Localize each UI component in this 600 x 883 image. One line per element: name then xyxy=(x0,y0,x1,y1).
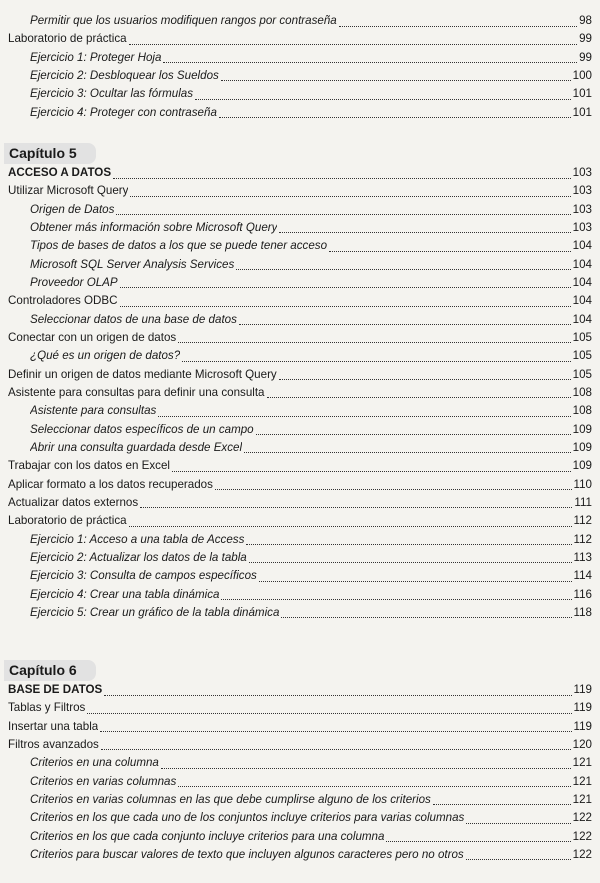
toc-entry-title: Seleccionar datos específicos de un campo xyxy=(30,422,254,436)
toc-entry xyxy=(0,237,600,255)
toc-entry-page-number: 122 xyxy=(572,847,592,861)
toc-entry xyxy=(0,809,600,827)
dot-leader xyxy=(87,713,571,714)
toc-entry-title: Proveedor OLAP xyxy=(30,275,118,289)
toc-entry-title: Obtener más información sobre Microsoft Query xyxy=(30,220,278,234)
toc-entry-title: Definir un origen de datos mediante Microsoft Query xyxy=(8,367,277,381)
dot-leader xyxy=(100,731,571,732)
toc-entry-title: Criterios en una columna xyxy=(30,756,159,770)
toc-entry xyxy=(0,421,600,439)
toc-entry-page-number: 103 xyxy=(572,220,592,234)
toc-entry-title: BASE DE DATOS xyxy=(8,683,103,696)
toc-entry-title: Aplicar formato a los datos recuperados xyxy=(8,477,213,491)
toc-entry-title: Criterios para buscar valores de texto que incluyen algunos caracteres pero no otros xyxy=(30,847,464,861)
toc-entry xyxy=(0,67,600,85)
toc-entry-title: ¿Qué es un origen de datos? xyxy=(30,349,181,363)
dot-leader xyxy=(195,99,571,100)
toc-entry-page-number: 109 xyxy=(572,422,592,436)
toc-entry-title: Ejercicio 3: Ocultar las fórmulas xyxy=(30,87,194,101)
toc-entry-page-number: 119 xyxy=(573,701,592,715)
toc-entry-title: Ejercicio 1: Acceso a una tabla de Access xyxy=(30,532,245,546)
dot-leader xyxy=(215,489,572,490)
toc-entry-page-number: 105 xyxy=(572,349,592,363)
dot-leader xyxy=(116,214,570,215)
toc-entry-page-number: 121 xyxy=(572,756,592,770)
toc-entry xyxy=(0,256,600,274)
toc-entry-page-number: 100 xyxy=(572,68,592,82)
dot-leader xyxy=(246,544,571,545)
toc-entry xyxy=(0,457,600,475)
toc-entry-page-number: 103 xyxy=(572,166,592,179)
toc-entry-page-number: 119 xyxy=(573,683,592,696)
dot-leader xyxy=(158,416,570,417)
toc-entry-title: Ejercicio 4: Proteger con contraseña xyxy=(30,105,217,119)
dot-leader xyxy=(130,196,570,197)
toc-entry xyxy=(0,182,600,200)
toc-entry xyxy=(0,12,600,30)
toc-entry-title: Laboratorio de práctica xyxy=(8,32,127,46)
toc-entry xyxy=(0,586,600,604)
toc-entry-title: Filtros avanzados xyxy=(8,737,99,751)
toc-entry xyxy=(0,494,600,512)
toc-entry-title: Permitir que los usuarios modifiquen rangos por contraseña xyxy=(30,14,337,27)
toc-entry-page-number: 121 xyxy=(572,774,592,788)
dot-leader xyxy=(129,44,578,45)
toc-entry xyxy=(0,329,600,347)
dot-leader xyxy=(259,581,572,582)
dot-leader xyxy=(433,804,571,805)
toc-entry-page-number: 104 xyxy=(572,294,592,308)
toc-entry-title: Insertar una tabla xyxy=(8,719,99,733)
toc-entry xyxy=(0,402,600,420)
toc-entry-page-number: 104 xyxy=(572,257,592,271)
toc-entry-page-number: 108 xyxy=(572,404,592,418)
toc-entry-page-number: 122 xyxy=(572,811,592,825)
toc-entry xyxy=(0,366,600,384)
toc-entry xyxy=(0,30,600,48)
toc-entry-title: Trabajar con los datos en Excel xyxy=(8,459,170,473)
toc-entry xyxy=(0,736,600,754)
toc-entry-title: Microsoft SQL Server Analysis Services xyxy=(30,257,235,271)
toc-entry-title: Ejercicio 4: Crear una tabla dinámica xyxy=(30,587,220,601)
dot-leader xyxy=(120,306,571,307)
dot-leader xyxy=(178,342,570,343)
toc-entry-title: Tablas y Filtros xyxy=(8,701,86,715)
toc-entry-title: Laboratorio de práctica xyxy=(8,514,127,528)
toc-entry-title: Ejercicio 2: Desbloquear los Sueldos xyxy=(30,68,219,82)
toc-entry-page-number: 104 xyxy=(572,275,592,289)
toc-entry xyxy=(0,773,600,791)
toc-entry-title: Criterios en los que cada conjunto incluye criterios para una columna xyxy=(30,829,385,843)
dot-leader xyxy=(101,749,571,750)
toc-entry xyxy=(0,439,600,457)
dot-leader xyxy=(140,507,572,508)
chapter-6-heading: Capítulo 6 xyxy=(4,660,96,681)
toc-entry-page-number: 109 xyxy=(572,459,592,473)
toc-entry xyxy=(0,384,600,402)
toc-entry xyxy=(0,681,600,699)
toc-entry xyxy=(0,828,600,846)
toc-entry-page-number: 104 xyxy=(572,312,592,326)
toc-entry xyxy=(0,791,600,809)
toc-entry-page-number: 103 xyxy=(572,184,592,198)
toc-entry xyxy=(0,347,600,365)
toc-entry-page-number: 119 xyxy=(573,719,592,733)
toc-entry-page-number: 99 xyxy=(579,50,592,64)
toc-entry xyxy=(0,699,600,717)
toc-entry-title: Origen de Datos xyxy=(30,202,115,216)
toc-entry-page-number: 121 xyxy=(572,792,592,806)
toc-entry-page-number: 116 xyxy=(573,587,592,601)
dot-leader xyxy=(178,786,570,787)
toc-entry xyxy=(0,219,600,237)
toc-entry-title: Ejercicio 5: Crear un gráfico de la tabla dinámica xyxy=(30,605,280,619)
toc-entry xyxy=(0,512,600,530)
toc-entry-title: Seleccionar datos de una base de datos xyxy=(30,312,237,326)
dot-leader xyxy=(281,617,571,618)
toc-entry-page-number: 109 xyxy=(572,440,592,454)
toc-entry-title: Criterios en varias columnas xyxy=(30,774,177,788)
dot-leader xyxy=(113,178,571,179)
toc-entry-title: Abrir una consulta guardada desde Excel xyxy=(30,440,243,454)
toc-entry-title: Actualizar datos externos xyxy=(8,495,139,509)
toc-entry xyxy=(0,311,600,329)
toc-entry xyxy=(0,531,600,549)
toc-entry xyxy=(0,476,600,494)
dot-leader xyxy=(239,324,571,325)
toc-entry-title: Criterios en los que cada uno de los conjuntos incluye criterios para varias columnas xyxy=(30,811,465,825)
dot-leader xyxy=(279,232,570,233)
toc-entry xyxy=(0,85,600,103)
dot-leader xyxy=(221,599,571,600)
toc-entry-title: Ejercicio 3: Consulta de campos específicos xyxy=(30,569,257,583)
chapter-5-heading: Capítulo 5 xyxy=(4,143,96,164)
dot-leader xyxy=(466,859,571,860)
toc-entry-title: Ejercicio 1: Proteger Hoja xyxy=(30,50,162,64)
toc-entry-page-number: 112 xyxy=(573,514,592,528)
toc-entry xyxy=(0,164,600,182)
dot-leader xyxy=(172,471,571,472)
dot-leader xyxy=(339,26,577,27)
dot-leader xyxy=(120,287,571,288)
toc-entry-page-number: 113 xyxy=(573,550,592,564)
toc-entry-title: Asistente para consultas xyxy=(30,404,157,418)
toc-entry-title: Controladores ODBC xyxy=(8,294,118,308)
dot-leader xyxy=(163,62,577,63)
toc-entry xyxy=(0,292,600,310)
dot-leader xyxy=(129,526,572,527)
dot-leader xyxy=(104,695,571,696)
toc-entry xyxy=(0,274,600,292)
dot-leader xyxy=(236,269,570,270)
dot-leader xyxy=(182,361,570,362)
toc-entry-page-number: 101 xyxy=(572,105,592,119)
dot-leader xyxy=(267,397,571,398)
toc-entry-title: Utilizar Microsoft Query xyxy=(8,184,129,198)
toc-entry-page-number: 112 xyxy=(573,532,592,546)
dot-leader xyxy=(219,117,571,118)
toc-entry xyxy=(0,49,600,67)
toc-entry-title: Criterios en varias columnas en las que debe cumplirse alguno de los criterios xyxy=(30,792,431,806)
toc-entry xyxy=(0,846,600,864)
dot-leader xyxy=(466,823,570,824)
toc-entry-page-number: 105 xyxy=(572,367,592,381)
toc-entry xyxy=(0,201,600,219)
toc-entry-page-number: 122 xyxy=(572,829,592,843)
toc-entry xyxy=(0,549,600,567)
dot-leader xyxy=(221,80,571,81)
toc-entry-page-number: 101 xyxy=(572,87,592,101)
toc-entry-page-number: 103 xyxy=(572,202,592,216)
toc-entry-page-number: 110 xyxy=(573,477,592,491)
dot-leader xyxy=(244,452,571,453)
toc-entry-title: Ejercicio 2: Actualizar los datos de la tabla xyxy=(30,550,247,564)
toc-entry xyxy=(0,567,600,585)
toc-entry-title: Asistente para consultas para definir una consulta xyxy=(8,385,265,399)
toc-entry xyxy=(0,104,600,122)
toc-entry-page-number: 105 xyxy=(572,330,592,344)
toc-entry xyxy=(0,754,600,772)
dot-leader xyxy=(279,379,571,380)
dot-leader xyxy=(249,562,572,563)
toc-entry-page-number: 104 xyxy=(572,239,592,253)
toc-entry-page-number: 99 xyxy=(579,32,592,46)
toc-entry-title: Conectar con un origen de datos xyxy=(8,330,177,344)
toc-entry-title: Tipos de bases de datos a los que se puede tener acceso xyxy=(30,239,328,253)
dot-leader xyxy=(256,434,571,435)
toc-entry-page-number: 118 xyxy=(573,605,592,619)
dot-leader xyxy=(386,841,570,842)
toc-entry-page-number: 120 xyxy=(572,737,592,751)
toc-entry-page-number: 108 xyxy=(572,385,592,399)
toc-entry xyxy=(0,718,600,736)
toc-entry-title: ACCESO A DATOS xyxy=(8,166,112,179)
toc-entry-page-number: 98 xyxy=(579,14,592,27)
dot-leader xyxy=(161,768,571,769)
dot-leader xyxy=(329,251,571,252)
toc-entry-page-number: 111 xyxy=(574,495,592,509)
toc-entry-page-number: 114 xyxy=(573,569,592,583)
toc-entry xyxy=(0,604,600,622)
